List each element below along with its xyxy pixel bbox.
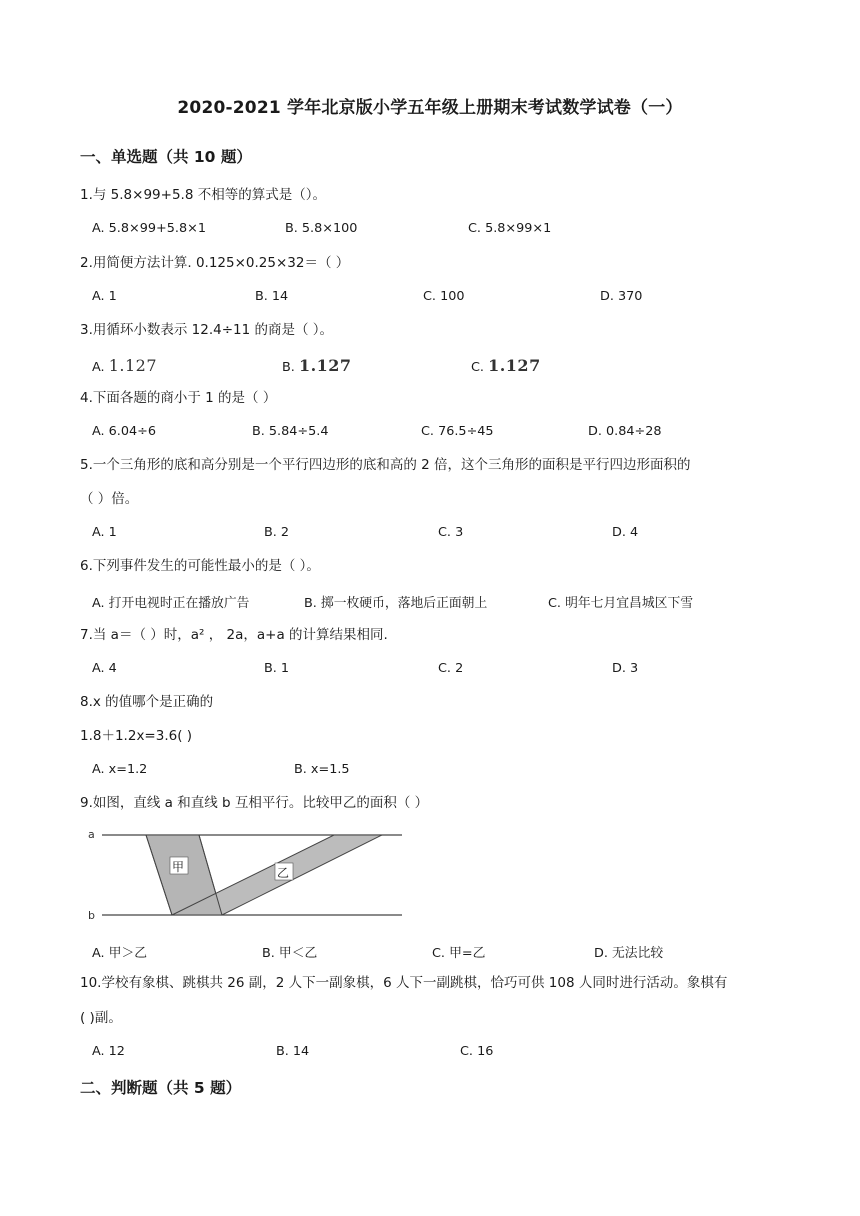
q6-option-c[interactable]: C. 明年七月宜昌城区下雪	[548, 596, 694, 611]
question-5-line-2: （ ）倍。	[80, 491, 139, 507]
q3-option-c-value: 1.127	[488, 356, 541, 375]
q5-option-d[interactable]: D. 4	[612, 525, 639, 540]
question-3: 3.用循环小数表示 12.4÷11 的商是（ ）。	[80, 322, 334, 338]
label-a: a	[88, 828, 95, 841]
q6-option-a[interactable]: A. 打开电视时正在播放广告	[92, 596, 250, 611]
q1-option-c[interactable]: C. 5.8×99×1	[468, 221, 552, 236]
q3-option-a-value: 1.127	[108, 356, 157, 375]
q2-option-b[interactable]: B. 14	[255, 289, 289, 304]
question-6: 6.下列事件发生的可能性最小的是（ ）。	[80, 558, 320, 574]
label-yi: 乙	[277, 866, 290, 880]
q9-option-d[interactable]: D. 无法比较	[594, 946, 664, 961]
section-heading-single-choice: 一、单选题（共 10 题）	[80, 148, 252, 166]
q9-option-b[interactable]: B. 甲＜乙	[262, 946, 318, 961]
parallel-lines-figure	[84, 824, 404, 922]
q4-option-b[interactable]: B. 5.84÷5.4	[252, 424, 329, 439]
question-1: 1.与 5.8×99+5.8 不相等的算式是（）。	[80, 187, 326, 203]
q10-option-b[interactable]: B. 14	[276, 1044, 310, 1059]
question-8-line-1: 8.x 的值哪个是正确的	[80, 694, 214, 710]
q6-option-b[interactable]: B. 掷一枚硬币，落地后正面朝上	[304, 596, 488, 611]
q9-option-a[interactable]: A. 甲＞乙	[92, 946, 148, 961]
q7-option-c[interactable]: C. 2	[438, 661, 464, 676]
q2-option-c[interactable]: C. 100	[423, 289, 465, 304]
q3-option-b-label: B.	[282, 360, 295, 375]
q3-option-a-label: A.	[92, 360, 105, 375]
q8-option-a[interactable]: A. x=1.2	[92, 762, 148, 777]
q10-option-a[interactable]: A. 12	[92, 1044, 125, 1059]
label-b: b	[88, 909, 95, 922]
q4-option-d[interactable]: D. 0.84÷28	[588, 424, 662, 439]
section-heading-true-false: 二、判断题（共 5 题）	[80, 1079, 242, 1097]
q3-option-b[interactable]	[282, 356, 352, 375]
q8-option-b[interactable]: B. x=1.5	[294, 762, 350, 777]
q7-option-b[interactable]: B. 1	[264, 661, 290, 676]
q2-option-a[interactable]: A. 1	[92, 289, 117, 304]
q1-option-a[interactable]: A. 5.8×99+5.8×1	[92, 221, 206, 236]
question-9: 9.如图，直线 a 和直线 b 互相平行。比较甲乙的面积（ ）	[80, 795, 429, 811]
q5-option-a[interactable]: A. 1	[92, 525, 117, 540]
q4-option-c[interactable]: C. 76.5÷45	[421, 424, 494, 439]
q4-option-a[interactable]: A. 6.04÷6	[92, 424, 157, 439]
question-2: 2.用简便方法计算. 0.125×0.25×32＝（ ）	[80, 255, 350, 271]
q3-option-a[interactable]	[92, 356, 157, 375]
question-10-line-1: 10.学校有象棋、跳棋共 26 副，2 人下一副象棋，6 人下一副跳棋，恰巧可供 108 人同时进行活动。象棋有	[80, 975, 728, 991]
question-4: 4.下面各题的商小于 1 的是（ ）	[80, 390, 277, 406]
q7-option-a[interactable]: A. 4	[92, 661, 117, 676]
page-title: 2020-2021 学年北京版小学五年级上册期末考试数学试卷（一）	[177, 98, 683, 118]
q1-option-b[interactable]: B. 5.8×100	[285, 221, 358, 236]
q9-option-c[interactable]: C. 甲=乙	[432, 946, 486, 961]
question-7: 7.当 a＝（ ）时，a² ， 2a，a+a 的计算结果相同.	[80, 627, 388, 643]
q2-option-d[interactable]: D. 370	[600, 289, 643, 304]
q3-option-c[interactable]	[471, 356, 541, 375]
question-8-line-2: 1.8＋1.2x=3.6( )	[80, 728, 193, 744]
q7-option-d[interactable]: D. 3	[612, 661, 639, 676]
q10-option-c[interactable]: C. 16	[460, 1044, 494, 1059]
question-5-line-1: 5.一个三角形的底和高分别是一个平行四边形的底和高的 2 倍，这个三角形的面积是平行四边形面积的	[80, 457, 691, 473]
q3-option-b-value: 1.127	[298, 356, 352, 375]
q5-option-c[interactable]: C. 3	[438, 525, 464, 540]
label-jia: 甲	[172, 860, 185, 874]
q3-option-c-label: C.	[471, 360, 485, 375]
q5-option-b[interactable]: B. 2	[264, 525, 290, 540]
question-10-line-2: ( )副。	[80, 1010, 122, 1026]
